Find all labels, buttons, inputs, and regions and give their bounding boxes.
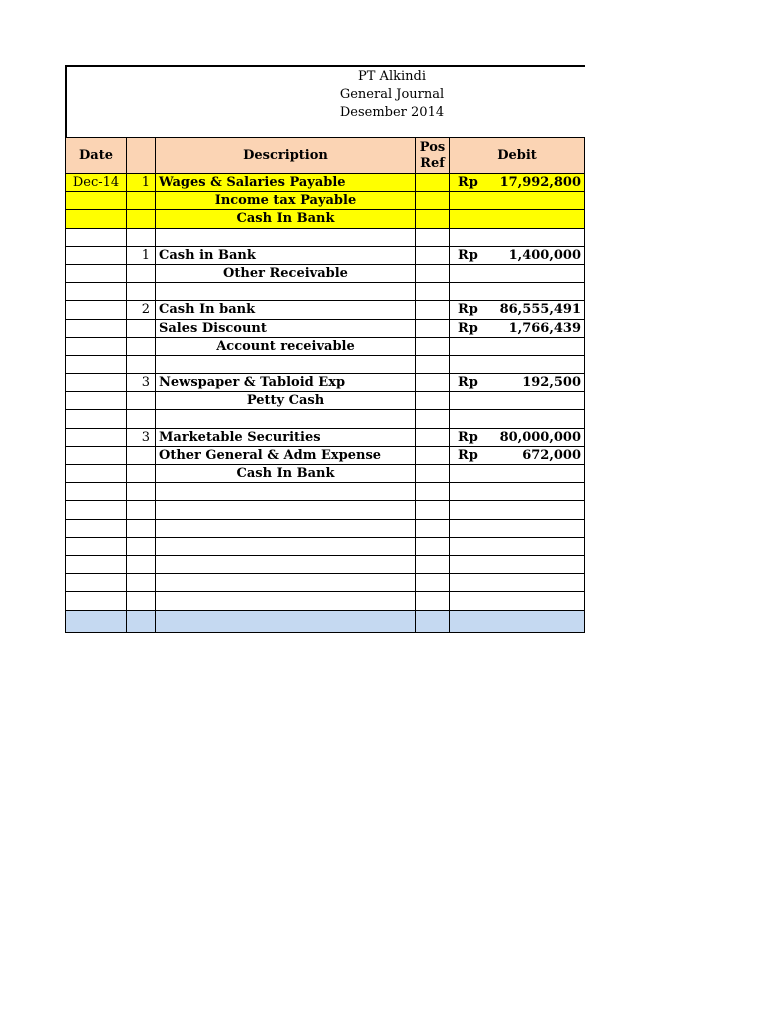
currency-label: Rp [458,447,478,463]
entry-date [66,192,127,210]
currency-label: Rp [458,375,478,391]
entry-date [66,264,127,282]
entry-description: Income tax Payable [156,192,416,210]
entry-description: Other Receivable [156,264,416,282]
entry-description: Marketable Securities [156,428,416,446]
entry-pos-ref [416,465,450,483]
entry-number [127,537,156,555]
debit-amount: 17,992,800 [499,175,581,191]
journal-sheet [65,65,585,633]
entry-description [156,410,416,428]
journal-row [66,355,585,373]
entry-pos-ref [416,537,450,555]
entry-description: Other General & Adm Expense [156,446,416,464]
journal-row [66,337,585,355]
total-cell [127,610,156,632]
currency-label: Rp [458,320,478,336]
entry-description: Wages & Salaries Payable [156,174,416,192]
entry-debit [450,574,585,592]
entry-description [156,483,416,501]
entry-debit [450,519,585,537]
entry-date: Dec-14 [66,174,127,192]
journal-row [66,592,585,610]
entry-debit [450,228,585,246]
number-column-header [127,138,156,174]
currency-label: Rp [458,302,478,318]
entry-description: Newspaper & Tabloid Exp [156,374,416,392]
journal-row [66,174,585,192]
journal-row [66,446,585,464]
entry-description [156,574,416,592]
entry-number: 2 [127,301,156,319]
column-header-row [66,138,585,174]
entry-description: Sales Discount [156,319,416,337]
journal-row [66,519,585,537]
entry-date [66,592,127,610]
entry-description [156,537,416,555]
entry-date [66,246,127,264]
entry-description [156,283,416,301]
company-name: PT Alkindi [358,69,426,84]
entry-debit [450,192,585,210]
entry-number [127,319,156,337]
entry-debit [450,392,585,410]
journal-row [66,410,585,428]
entry-date [66,555,127,573]
entry-debit [450,592,585,610]
journal-row [66,392,585,410]
entry-description: Petty Cash [156,392,416,410]
entry-pos-ref [416,210,450,228]
currency-label: Rp [458,429,478,445]
entry-number: 3 [127,374,156,392]
entry-pos-ref [416,555,450,573]
entry-debit [450,428,585,446]
entry-pos-ref [416,519,450,537]
description-column-header: Description [156,138,416,174]
entry-pos-ref [416,283,450,301]
entry-number [127,501,156,519]
entry-number [127,355,156,373]
entry-pos-ref [416,337,450,355]
journal-row [66,246,585,264]
entry-number [127,192,156,210]
entry-pos-ref [416,574,450,592]
entry-number [127,228,156,246]
journal-row [66,283,585,301]
entry-number [127,446,156,464]
currency-label: Rp [458,247,478,263]
debit-amount: 1,400,000 [508,247,581,263]
entry-description [156,555,416,573]
entry-date [66,465,127,483]
journal-row [66,228,585,246]
entry-pos-ref [416,246,450,264]
entry-description: Cash in Bank [156,246,416,264]
entry-number [127,592,156,610]
debit-amount: 86,555,491 [499,302,581,318]
entry-pos-ref [416,319,450,337]
entry-number [127,555,156,573]
entry-date [66,392,127,410]
entry-description [156,501,416,519]
entry-debit [450,319,585,337]
entry-debit [450,355,585,373]
entry-pos-ref [416,446,450,464]
entry-debit [450,374,585,392]
entry-date [66,519,127,537]
entry-pos-ref [416,192,450,210]
pos-ref-column-header [416,138,450,174]
entry-date [66,537,127,555]
entry-date [66,501,127,519]
journal-row [66,483,585,501]
journal-row [66,537,585,555]
entry-pos-ref [416,501,450,519]
entry-description: Cash In Bank [156,465,416,483]
entry-debit [450,501,585,519]
entry-debit [450,337,585,355]
pos-ref-label-1: Pos [419,139,446,155]
entry-debit [450,174,585,192]
total-cell [416,610,450,632]
date-column-header: Date [66,138,127,174]
entry-number [127,574,156,592]
journal-row [66,428,585,446]
entry-debit [450,465,585,483]
journal-period: Desember 2014 [339,105,445,120]
entry-number: 1 [127,246,156,264]
entry-debit [450,446,585,464]
journal-row [66,555,585,573]
journal-row [66,264,585,282]
entry-pos-ref [416,174,450,192]
entry-date [66,410,127,428]
journal-row [66,574,585,592]
journal-row [66,374,585,392]
entry-debit [450,301,585,319]
entry-date [66,446,127,464]
entry-pos-ref [416,592,450,610]
entry-debit [450,246,585,264]
entry-pos-ref [416,228,450,246]
entry-debit [450,264,585,282]
currency-label: Rp [458,175,478,191]
entry-number: 1 [127,174,156,192]
entry-description [156,519,416,537]
pos-ref-label-2: Ref [420,155,445,171]
debit-amount: 1,766,439 [508,320,581,336]
entry-date [66,355,127,373]
entry-number [127,410,156,428]
entry-description: Cash In bank [156,301,416,319]
entry-date [66,374,127,392]
entry-description [156,228,416,246]
entry-date [66,228,127,246]
journal-row [66,465,585,483]
total-row [66,610,585,632]
journal-row [66,210,585,228]
entry-pos-ref [416,301,450,319]
journal-row [66,192,585,210]
journal-title: General Journal [339,87,445,102]
entry-number [127,283,156,301]
entry-pos-ref [416,428,450,446]
entry-pos-ref [416,392,450,410]
total-cell [450,610,585,632]
entry-date [66,574,127,592]
entry-debit [450,555,585,573]
entry-date [66,301,127,319]
entry-debit [450,210,585,228]
entry-number [127,337,156,355]
journal-table [65,137,585,633]
entry-description: Account receivable [156,337,416,355]
entry-description [156,355,416,373]
entry-number [127,392,156,410]
entry-debit [450,410,585,428]
entry-debit [450,283,585,301]
entry-number [127,264,156,282]
entry-description [156,592,416,610]
journal-header [65,65,585,137]
entry-date [66,428,127,446]
entry-pos-ref [416,410,450,428]
entry-pos-ref [416,355,450,373]
entry-debit [450,483,585,501]
total-cell [66,610,127,632]
entry-number [127,210,156,228]
entry-date [66,210,127,228]
entry-description: Cash In Bank [156,210,416,228]
entry-number [127,465,156,483]
journal-row [66,319,585,337]
entry-date [66,283,127,301]
entry-pos-ref [416,483,450,501]
total-cell [156,610,416,632]
entry-date [66,319,127,337]
journal-row [66,501,585,519]
journal-row [66,301,585,319]
entry-number [127,483,156,501]
entry-pos-ref [416,264,450,282]
entry-date [66,483,127,501]
debit-amount: 672,000 [522,447,581,463]
entry-pos-ref [416,374,450,392]
debit-amount: 192,500 [522,375,581,391]
entry-number: 3 [127,428,156,446]
entry-date [66,337,127,355]
entry-number [127,519,156,537]
debit-amount: 80,000,000 [499,429,581,445]
debit-column-header: Debit [450,138,585,174]
entry-debit [450,537,585,555]
